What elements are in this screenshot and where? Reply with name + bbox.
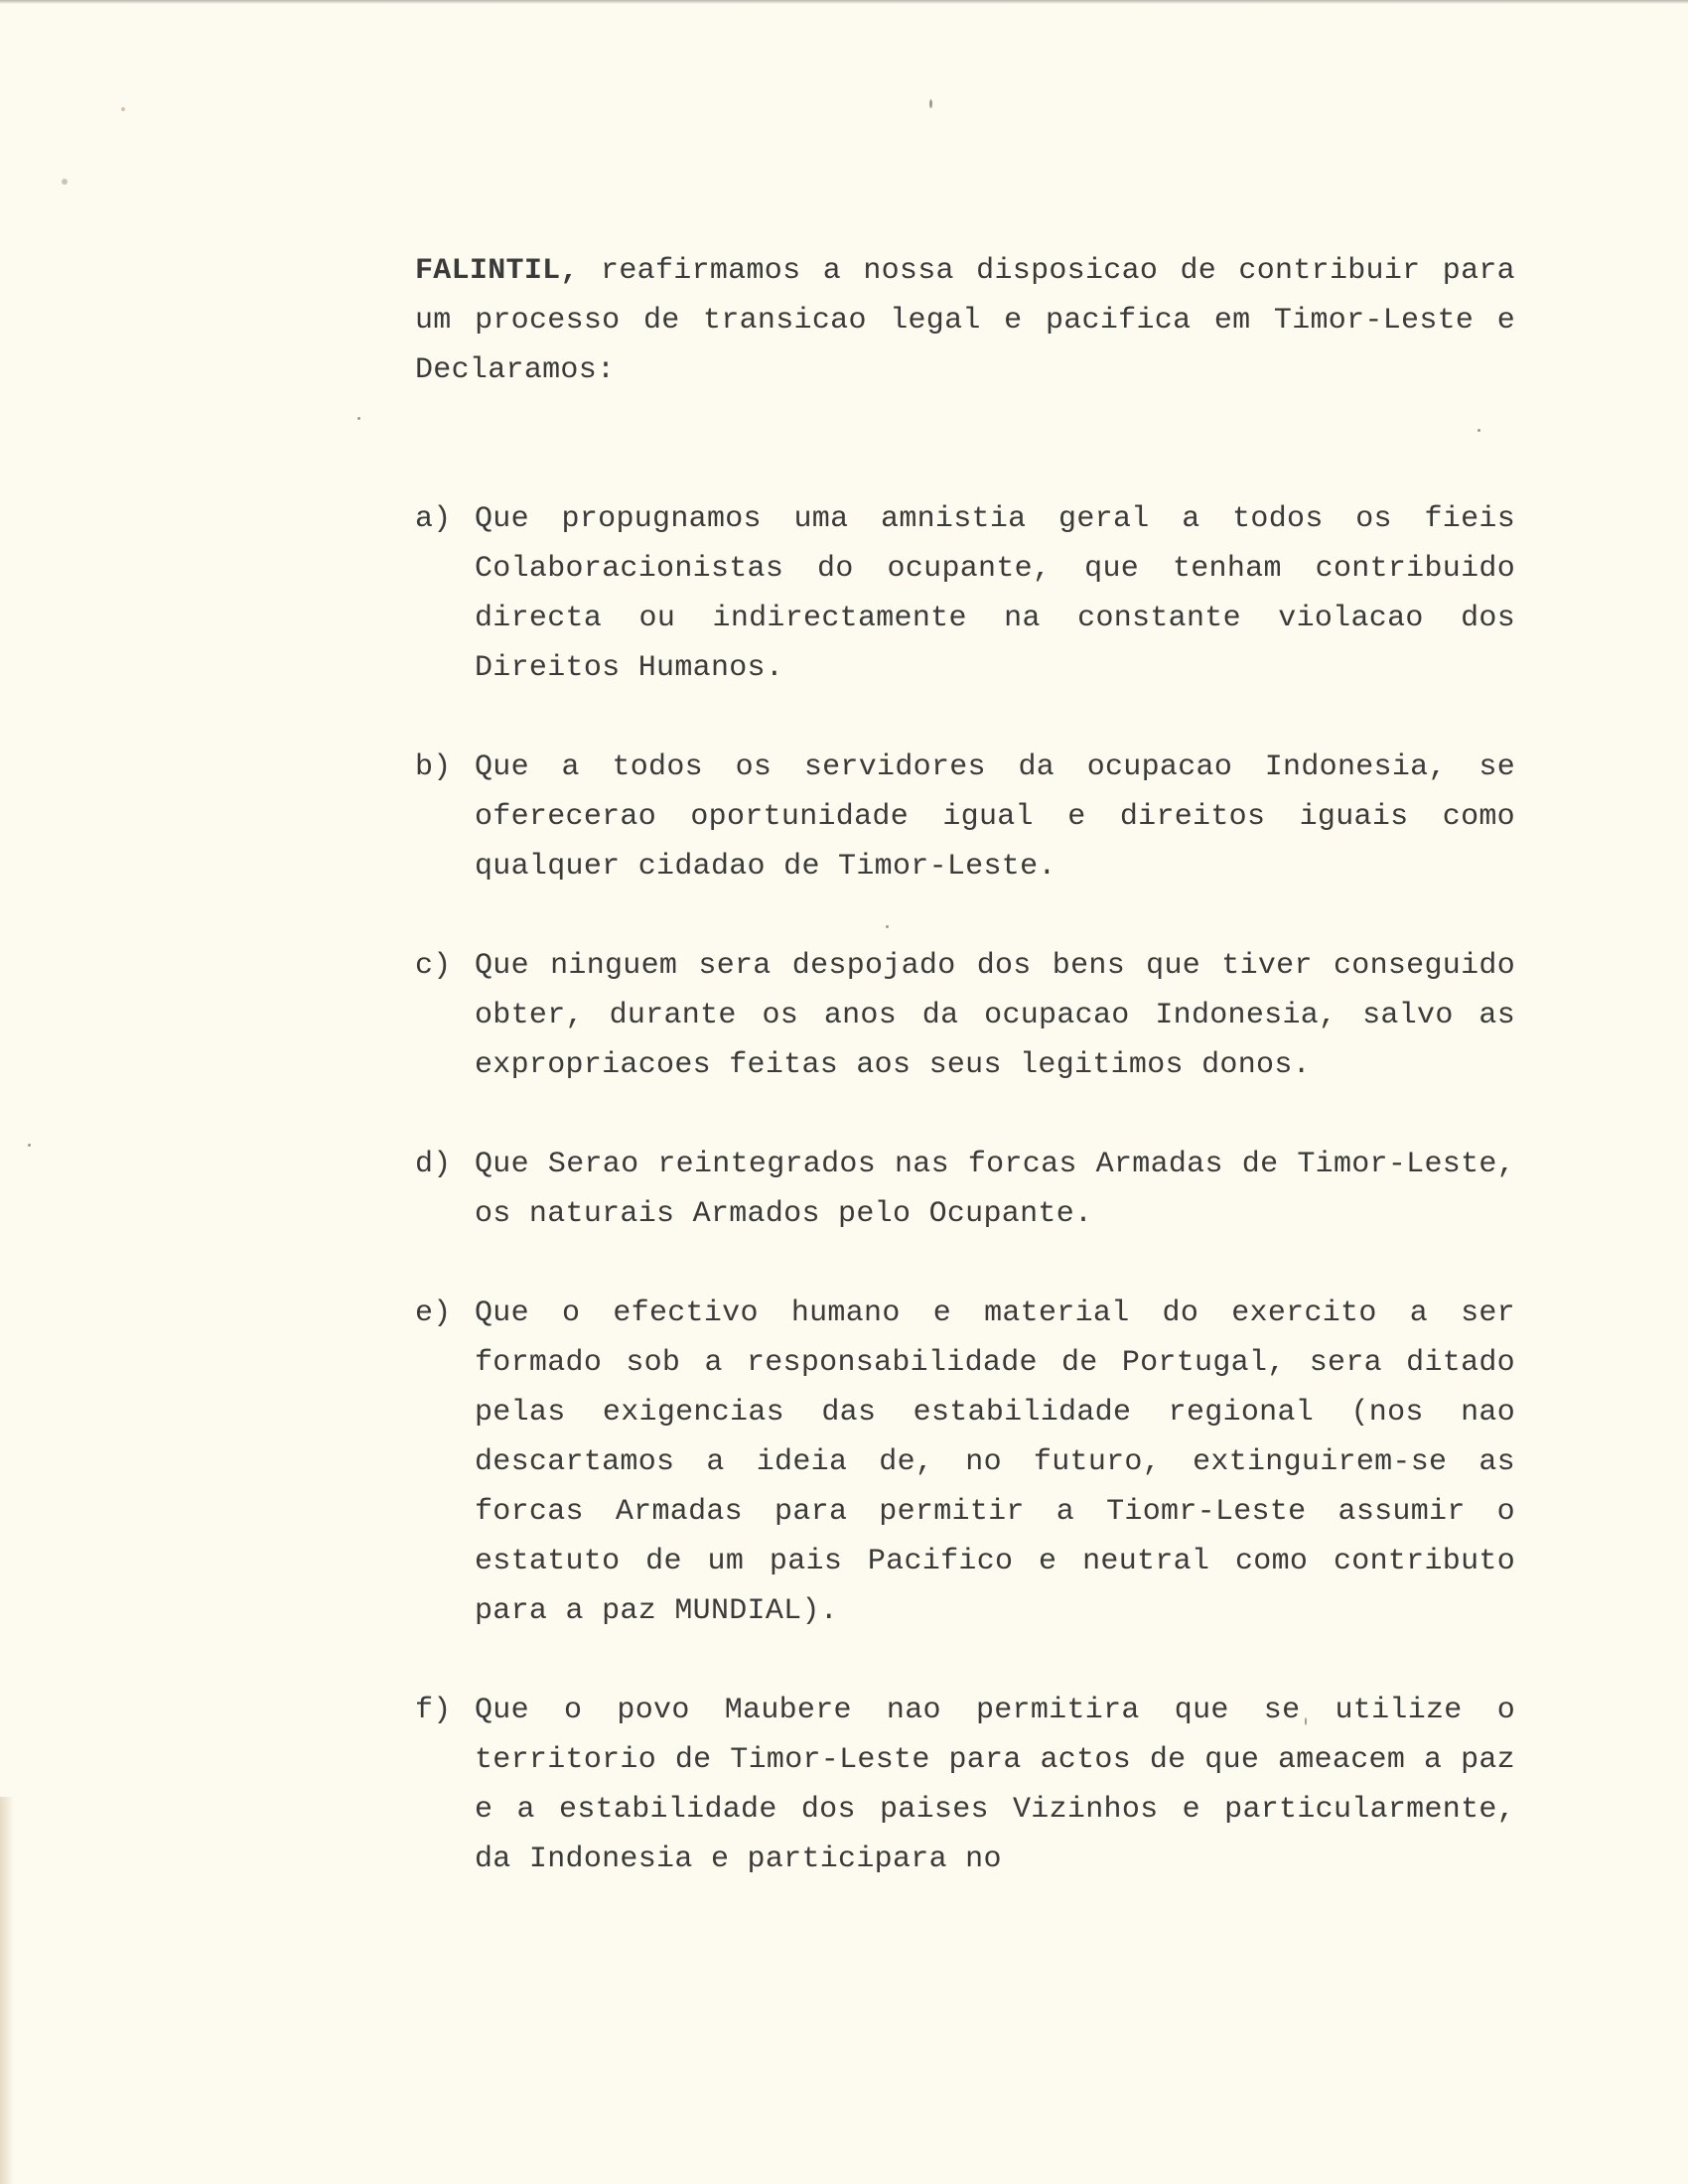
intro-paragraph <box>415 246 1515 395</box>
scan-speck <box>121 107 125 111</box>
document-body <box>415 246 1515 1934</box>
item-text: Que Serao reintegrados nas forcas Armadas de Timor-Leste, os naturais Armados pelo Ocupante. <box>475 1148 1515 1231</box>
item-text: Que ninguem sera despojado dos bens que tiver conseguido obter, durante os anos da ocupacao Indonesia, salvo as expropriacoes feitas aos seus legitimos donos. <box>475 949 1515 1082</box>
declaration-item-b <box>415 743 1515 891</box>
declaration-item-e <box>415 1289 1515 1636</box>
scan-speck <box>62 179 68 185</box>
declaration-item-c <box>415 941 1515 1090</box>
organization-name: FALINTIL, <box>415 254 579 288</box>
scan-edge-stain <box>0 1797 14 2184</box>
declaration-item-a <box>415 494 1515 693</box>
item-text: Que o efectivo humano e material do exercito a ser formado sob a responsabilidade de Portugal, sera ditado pelas exigencias das estabilidade regional (nos nao descartamos a ideia de, no futuro, extinguirem-se as forcas Armadas para permitir a Tiomr-Leste assumir o estatuto de um pais Pacifico e neutral como contributo para a paz MUNDIAL). <box>475 1297 1515 1628</box>
intro-text: reafirmamos a nossa disposicao de contribuir para um processo de transicao legal e pacifica em Timor-Leste e Declaramos: <box>415 254 1515 387</box>
item-text: Que propugnamos uma amnistia geral a todos os fieis Colaboracionistas do ocupante, que tenham contribuido directa ou indirectamente na constante violacao dos Direitos Humanos. <box>475 502 1515 685</box>
scan-speck <box>929 99 932 108</box>
item-marker: c) <box>415 949 452 983</box>
scan-speck <box>28 1144 31 1147</box>
declaration-item-f <box>415 1686 1515 1884</box>
item-marker: a) <box>415 502 452 536</box>
item-text: Que a todos os servidores da ocupacao Indonesia, se oferecerao oportunidade igual e direitos iguais como qualquer cidadao de Timor-Leste. <box>475 751 1515 884</box>
item-text: Que o povo Maubere nao permitira que se utilize o territorio de Timor-Leste para actos de que ameacem a paz e a estabilidade dos paises Vizinhos e particularmente, da Indonesia e participara no <box>475 1694 1515 1876</box>
scan-speck <box>357 417 360 420</box>
item-marker: d) <box>415 1148 452 1181</box>
declaration-item-d <box>415 1140 1515 1239</box>
scan-top-edge <box>0 0 1688 4</box>
item-marker: f) <box>415 1694 452 1727</box>
item-marker: b) <box>415 751 452 784</box>
item-marker: e) <box>415 1297 452 1330</box>
